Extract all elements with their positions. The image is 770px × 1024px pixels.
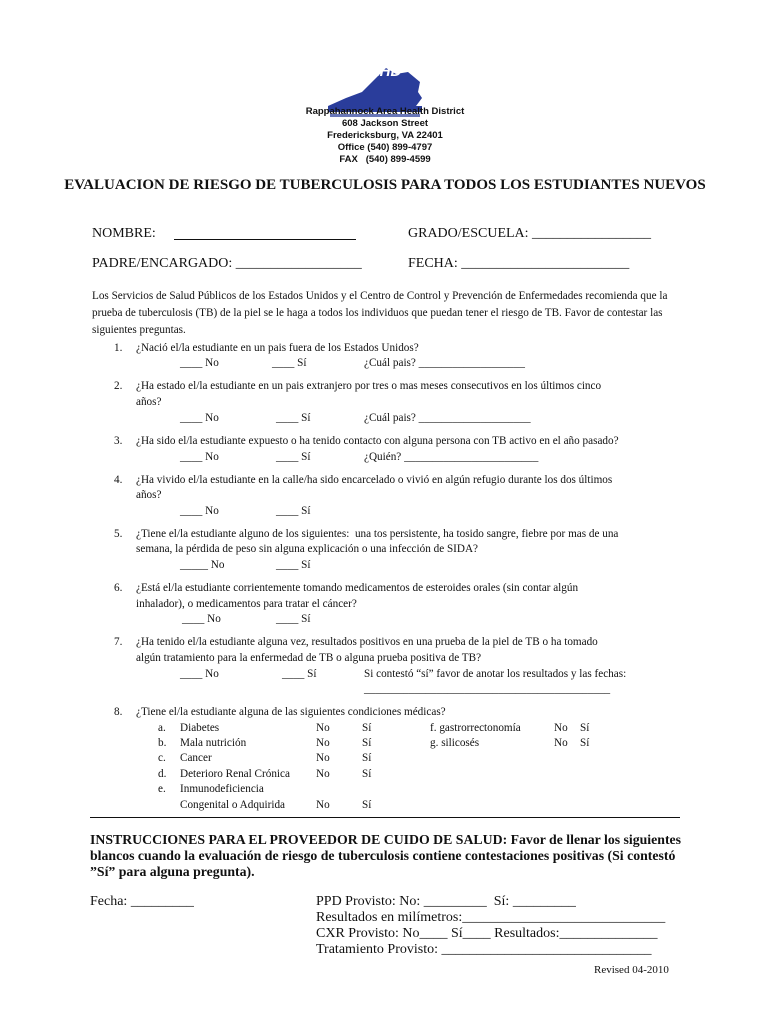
- padre-field[interactable]: PADRE/ENCARGADO: __________________: [92, 256, 362, 271]
- tratamiento-provisto[interactable]: Tratamiento Provisto: ______________________________: [316, 942, 652, 957]
- q7-text-cont: algún tratamiento para la enfermedad de TB o alguna prueba positiva de TB?: [136, 652, 482, 664]
- q6-text-cont: inhalador), o medicamentos para tratar el cáncer?: [136, 598, 357, 610]
- q8c-si[interactable]: Sí: [362, 752, 372, 764]
- q3-number: 3.: [114, 435, 123, 447]
- q1-extra[interactable]: ¿Cuál pais? ___________________: [364, 357, 525, 369]
- q4-text: ¿Ha vivido el/la estudiante en la calle/ha sido encarcelado o vivió en algún refugio durante los dos últimos: [136, 474, 613, 486]
- nombre-blank[interactable]: [174, 239, 356, 240]
- q5-text: ¿Tiene el/la estudiante alguno de los siguientes: una tos persistente, ha tosido sangre, fiebre por mas de una: [136, 528, 619, 540]
- q8-text: ¿Tiene el/la estudiante alguna de las siguientes condiciones médicas?: [136, 706, 446, 718]
- q8a-si[interactable]: Sí: [362, 722, 372, 734]
- org-name: Rappahannock Area Health District: [305, 106, 465, 117]
- fecha-field[interactable]: FECHA: ________________________: [408, 256, 630, 271]
- q8g-no[interactable]: No: [554, 737, 568, 749]
- q4-number: 4.: [114, 474, 123, 486]
- q8e-no[interactable]: No: [316, 799, 330, 811]
- q8c-label: Cancer: [180, 752, 212, 764]
- q8d-no[interactable]: No: [316, 768, 330, 780]
- q5-no[interactable]: _____ No: [180, 559, 225, 571]
- q1-si[interactable]: ____ Sí: [272, 357, 307, 369]
- q7-extra: Si contestó “sí” favor de anotar los resultados y las fechas:: [364, 668, 627, 680]
- section-divider: [90, 817, 680, 818]
- q5-si[interactable]: ____ Sí: [276, 559, 311, 571]
- q8d-label: Deterioro Renal Crónica: [180, 768, 290, 780]
- q4-no[interactable]: ____ No: [180, 505, 219, 517]
- q7-number: 7.: [114, 636, 123, 648]
- q8e-letter: e.: [158, 783, 166, 795]
- rahd-logo: [318, 44, 418, 104]
- cxr-provisto[interactable]: CXR Provisto: No____ Sí____ Resultados:______________: [316, 926, 658, 941]
- q5-text-cont: semana, la pérdida de peso sin alguna explicación o una infección de SIDA?: [136, 543, 479, 555]
- q2-text: ¿Ha estado el/la estudiante en un pais extranjero por tres o mas meses consecutivos en los últimos cinco: [136, 380, 602, 392]
- form-title: EVALUACION DE RIESGO DE TUBERCULOSIS PARA TODOS LOS ESTUDIANTES NUEVOS: [64, 177, 706, 193]
- ppd-provisto[interactable]: PPD Provisto: No: _________ Sí: _________: [316, 894, 576, 909]
- q8d-letter: d.: [158, 768, 167, 780]
- q8b-letter: b.: [158, 737, 167, 749]
- q7-text: ¿Ha tenido el/la estudiante alguna vez, resultados positivos en una prueba de la piel de TB o ha tomado: [136, 636, 598, 648]
- org-office-phone: Office (540) 899-4797: [337, 142, 433, 153]
- q8a-letter: a.: [158, 722, 166, 734]
- q3-no[interactable]: ____ No: [180, 451, 219, 463]
- q7-no[interactable]: ____ No: [180, 668, 219, 680]
- q3-si[interactable]: ____ Sí: [276, 451, 311, 463]
- org-address: 608 Jackson Street: [341, 118, 429, 129]
- org-city: Fredericksburg, VA 22401: [327, 130, 443, 141]
- q8f-no[interactable]: No: [554, 722, 568, 734]
- revision-date: Revised 04-2010: [594, 964, 669, 976]
- q8a-no[interactable]: No: [316, 722, 330, 734]
- nombre-label: NOMBRE:: [92, 226, 156, 241]
- q1-no[interactable]: ____ No: [180, 357, 219, 369]
- q2-si[interactable]: ____ Sí: [276, 412, 311, 424]
- q6-no[interactable]: ____ No: [182, 613, 221, 625]
- resultados-mm[interactable]: Resultados en milímetros:_____________________________: [316, 910, 666, 925]
- q1-text: ¿Nació el/la estudiante en un pais fuera de los Estados Unidos?: [136, 342, 419, 354]
- q8e-si[interactable]: Sí: [362, 799, 372, 811]
- q7-extra-line[interactable]: ____________________________________________: [364, 683, 611, 695]
- intro-paragraph: Los Servicios de Salud Públicos de los Estados Unidos y el Centro de Control y Prevención de Enfermedades recomienda que la prueba de tuberculosis (TB) de la piel se le haga a todos los individuos que puedan tener el riesgo de TB. Favor de contestar las siguientes preguntas.: [92, 290, 668, 336]
- q6-si[interactable]: ____ Sí: [276, 613, 311, 625]
- q2-text-cont: años?: [136, 396, 162, 408]
- q8e-label-cont: Congenital o Adquirida: [180, 799, 286, 811]
- q1-number: 1.: [114, 342, 123, 354]
- q8g-si[interactable]: Sí: [580, 737, 590, 749]
- q8d-si[interactable]: Sí: [362, 768, 372, 780]
- q2-no[interactable]: ____ No: [180, 412, 219, 424]
- q8f-si[interactable]: Sí: [580, 722, 590, 734]
- q7-si[interactable]: ____ Sí: [282, 668, 317, 680]
- q3-extra[interactable]: ¿Quién? ________________________: [364, 451, 539, 463]
- q5-number: 5.: [114, 528, 123, 540]
- q8a-label: Diabetes: [180, 722, 220, 734]
- q2-number: 2.: [114, 380, 123, 392]
- q6-number: 6.: [114, 582, 123, 594]
- logo-text: RAHD: [358, 63, 402, 80]
- q8g-label: g. silicosés: [430, 737, 480, 749]
- q8c-letter: c.: [158, 752, 166, 764]
- q8e-label: Inmunodeficiencia: [180, 783, 264, 795]
- provider-fecha[interactable]: Fecha: _________: [90, 894, 194, 909]
- q8b-no[interactable]: No: [316, 737, 330, 749]
- q8c-no[interactable]: No: [316, 752, 330, 764]
- q8b-si[interactable]: Sí: [362, 737, 372, 749]
- grado-field[interactable]: GRADO/ESCUELA: _________________: [408, 226, 652, 241]
- org-fax: FAX (540) 899-4599: [339, 154, 431, 165]
- q4-text-cont: años?: [136, 489, 162, 501]
- q8f-label: f. gastrorrectonomía: [430, 722, 521, 734]
- q4-si[interactable]: ____ Sí: [276, 505, 311, 517]
- q6-text: ¿Está el/la estudiante corrientemente tomando medicamentos de esteroides orales (sin contar algún: [136, 582, 579, 594]
- q8b-label: Mala nutrición: [180, 737, 247, 749]
- q2-extra[interactable]: ¿Cuál pais? ____________________: [364, 412, 531, 424]
- q3-text: ¿Ha sido el/la estudiante expuesto o ha tenido contacto con alguna persona con TB activo en el año pasado?: [136, 435, 619, 447]
- q8-number: 8.: [114, 706, 123, 718]
- provider-instructions: INSTRUCCIONES PARA EL PROVEEDOR DE CUIDO DE SALUD: Favor de llenar los siguientes blancos cuando la evaluación de riesgo de tuberculosis contiene contestaciones positivas (Si contestó ”Sí” para alguna pregunta).: [90, 832, 682, 879]
